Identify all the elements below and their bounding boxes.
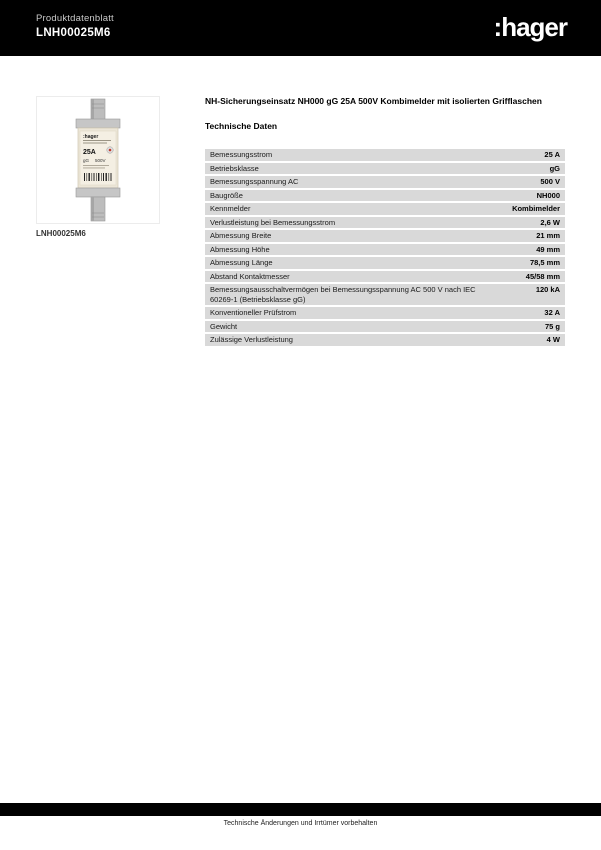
table-row-value: gG — [549, 163, 560, 173]
table-row — [205, 190, 565, 202]
hager-logo: :hager — [493, 12, 567, 42]
table-row — [205, 163, 565, 175]
table-row-label: Abmessung Länge — [210, 258, 273, 267]
table-row — [205, 271, 565, 283]
table-row — [205, 217, 565, 229]
table-row-label: Abmessung Höhe — [210, 244, 270, 254]
table-row-value: 32 A — [544, 308, 560, 317]
table-row-label: Bemessungsspannung AC — [210, 177, 299, 186]
table-row — [205, 244, 565, 256]
table-row-value: 25 A — [544, 150, 560, 159]
footer-note: Technische Änderungen und Irrtümer vorbehalten — [223, 820, 378, 827]
table-row — [205, 203, 565, 215]
table-row-label: Abstand Kontaktmesser — [210, 271, 290, 281]
table-row — [205, 284, 565, 305]
fuse-brand-text: :hager — [83, 134, 99, 140]
fuse-current-text: 25A — [83, 149, 96, 156]
table-row — [205, 149, 565, 161]
technical-data-table — [205, 149, 565, 346]
fuse-illustration — [37, 97, 159, 223]
fuse-bottom-cap — [76, 188, 120, 197]
table-row-value: 4 W — [546, 335, 560, 344]
section-heading-technische-daten: Technische Daten — [205, 121, 278, 131]
footer-bar — [0, 803, 601, 816]
table-row-label: Betriebsklasse — [210, 163, 259, 173]
fuse-class-text: gG — [83, 158, 90, 163]
table-row-label: Verlustleistung bei Bemessungsstrom — [210, 217, 336, 227]
table-row-value: 45/58 mm — [525, 271, 560, 281]
table-row-label: Baugröße — [210, 190, 243, 200]
table-row-value: 500 V — [540, 177, 560, 186]
fuse-voltage-text: 500V — [95, 158, 106, 163]
product-image — [36, 96, 160, 224]
fuse-top-cap — [76, 119, 120, 128]
table-row-value: 75 g — [544, 321, 560, 331]
table-row — [205, 307, 565, 319]
header-bar — [0, 0, 601, 56]
table-row-label: Gewicht — [210, 321, 238, 331]
table-row-value: 2,6 W — [540, 217, 560, 227]
product-id-title: LNH00025M6 — [36, 27, 111, 39]
product-title: NH-Sicherungseinsatz NH000 gG 25A 500V Kombimelder mit isolierten Grifflaschen — [205, 96, 542, 106]
table-row-label: Bemessungsstrom — [210, 150, 273, 159]
table-row-label: Bemessungsausschaltvermögen bei Bemessungsspannung AC 500 V nach IEC 60269-1 (Betriebsklasse gG) — [210, 285, 476, 304]
table-row — [205, 321, 565, 333]
table-row — [205, 230, 565, 242]
image-caption: LNH00025M6 — [36, 229, 86, 238]
table-row-label: Abmessung Breite — [210, 231, 272, 240]
table-row — [205, 334, 565, 346]
document-type-label: Produktdatenblatt — [36, 13, 114, 24]
table-row — [205, 257, 565, 269]
table-row — [205, 176, 565, 188]
table-row-value: Kombimelder — [512, 204, 560, 213]
table-row-value: NH000 — [536, 190, 560, 200]
table-row-value: 21 mm — [536, 231, 560, 240]
table-row-label: Kennmelder — [210, 204, 251, 213]
table-row-label: Konventioneller Prüfstrom — [210, 308, 297, 317]
table-row-value: 78,5 mm — [529, 258, 560, 267]
table-row-label: Zulässige Verlustleistung — [210, 335, 293, 344]
table-row-value: 120 kA — [535, 285, 560, 294]
table-row-value: 49 mm — [536, 244, 560, 254]
content-column — [205, 96, 565, 348]
